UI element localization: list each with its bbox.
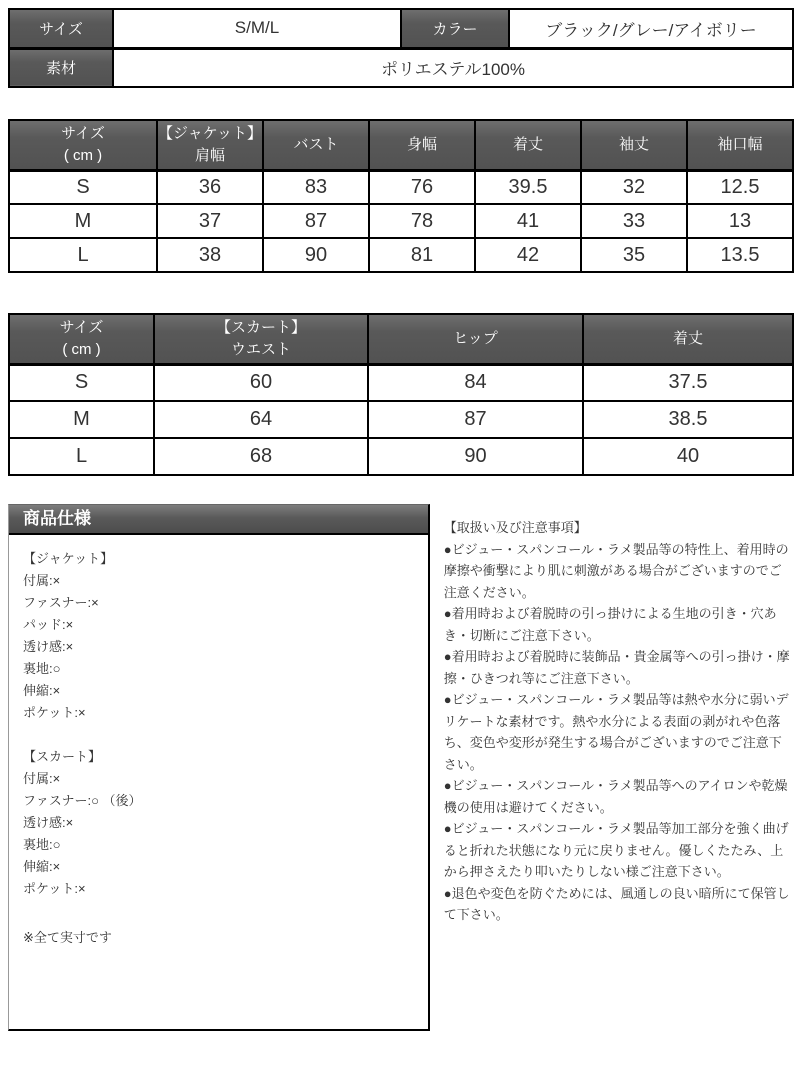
handling-note-item: ●ビジュー・スパンコール・ラメ製品等は熱や水分に弱いデリケートな素材です。熱や水分による表面の剥がれや色落ち、変色や変形が発生する場合がございますのでご注意下さい。 — [443, 692, 789, 772]
value-cell: 13 — [687, 204, 793, 238]
skirt-spec-title: 【スカート】 — [23, 749, 102, 764]
table-row — [9, 438, 793, 475]
bottom-section — [8, 504, 792, 1031]
product-spec-box — [8, 504, 430, 1031]
handling-note-item: ●ビジュー・スパンコール・ラメ製品等へのアイロンや乾燥機の使用は避けてください。 — [443, 778, 788, 815]
size-value-cell: S/M/L — [113, 9, 401, 48]
jacket-size-table — [8, 119, 794, 273]
value-cell: 84 — [368, 364, 583, 401]
value-cell: 13.5 — [687, 238, 793, 272]
handling-note-item: ●着用時および着脱時に装飾品・貴金属等への引っ掛け・摩擦・ひきつれ等にご注意下さい。 — [443, 649, 790, 686]
jacket-spec-group — [23, 548, 414, 724]
table-row — [9, 170, 793, 204]
color-value-cell: ブラック/グレー/アイボリー — [509, 9, 793, 48]
size-cm-header-cell — [9, 120, 157, 170]
value-cell: 38.5 — [583, 401, 793, 438]
spec-line: 裏地:○ — [23, 661, 61, 676]
spec-line: パッド:× — [23, 617, 74, 632]
table-row — [9, 48, 793, 87]
jacket-header-line1: 【ジャケット】 — [158, 124, 262, 142]
size-cell: S — [9, 364, 154, 401]
table-row — [9, 204, 793, 238]
table-row — [9, 238, 793, 272]
spec-line: ポケット:× — [23, 881, 86, 896]
value-cell: 37 — [157, 204, 263, 238]
handling-notes-title: 【取扱い及び注意事項】 — [443, 520, 587, 535]
size-header-line2: ( cm ) — [63, 146, 103, 164]
table-header-row — [9, 314, 793, 364]
value-cell: 12.5 — [687, 170, 793, 204]
length-header-cell: 着丈 — [475, 120, 581, 170]
size-cell: L — [9, 438, 154, 475]
table-row — [9, 364, 793, 401]
handling-notes — [444, 504, 792, 926]
shoulder-width-header-cell — [157, 120, 263, 170]
size-header-line1: サイズ — [61, 124, 105, 142]
size-cell: M — [9, 204, 157, 238]
value-cell: 90 — [263, 238, 369, 272]
value-cell: 81 — [369, 238, 475, 272]
table-row — [9, 401, 793, 438]
color-label-cell: カラー — [401, 9, 509, 48]
handling-note-item: ●ビジュー・スパンコール・ラメ製品等加工部分を強く曲げると折れた状態になり元に戻りません。優しくたたみ、上から押さえたり叩いたりしない様ご注意下さい。 — [443, 821, 789, 879]
value-cell: 35 — [581, 238, 687, 272]
jacket-spec-title: 【ジャケット】 — [23, 551, 114, 566]
length-header-cell: 着丈 — [583, 314, 793, 364]
spec-line: ファスナー:× — [23, 595, 99, 610]
spec-line: ポケット:× — [23, 705, 86, 720]
value-cell: 37.5 — [583, 364, 793, 401]
spec-header-bar — [9, 505, 428, 535]
skirt-size-table — [8, 313, 794, 476]
value-cell: 40 — [583, 438, 793, 475]
value-cell: 42 — [475, 238, 581, 272]
body-width-header-cell: 身幅 — [369, 120, 475, 170]
size-header-line1: サイズ — [59, 318, 104, 336]
sleeve-length-header-cell: 袖丈 — [581, 120, 687, 170]
value-cell: 33 — [581, 204, 687, 238]
spec-line: 裏地:○ — [23, 837, 61, 852]
spec-line: 付属:× — [23, 573, 61, 588]
product-info-table — [8, 8, 794, 88]
spec-line: 伸縮:× — [23, 683, 61, 698]
hip-header-cell: ヒップ — [368, 314, 583, 364]
spec-title: 商品仕様 — [23, 509, 91, 528]
table-row — [9, 9, 793, 48]
bust-header-cell: バスト — [263, 120, 369, 170]
size-cm-header-cell — [9, 314, 154, 364]
value-cell: 64 — [154, 401, 368, 438]
value-cell: 87 — [263, 204, 369, 238]
value-cell: 76 — [369, 170, 475, 204]
spec-line: 透け感:× — [23, 815, 74, 830]
value-cell: 32 — [581, 170, 687, 204]
skirt-header-line2: ウエスト — [230, 340, 291, 358]
jacket-header-line2: 肩幅 — [194, 146, 225, 164]
skirt-header-line1: 【スカート】 — [215, 318, 306, 336]
table-header-row — [9, 120, 793, 170]
size-cell: L — [9, 238, 157, 272]
value-cell: 38 — [157, 238, 263, 272]
size-header-line2: ( cm ) — [62, 340, 101, 358]
size-cell: M — [9, 401, 154, 438]
spec-line: ファスナー:○ （後） — [23, 793, 142, 808]
value-cell: 36 — [157, 170, 263, 204]
value-cell: 90 — [368, 438, 583, 475]
value-cell: 78 — [369, 204, 475, 238]
spec-line: 伸縮:× — [23, 859, 61, 874]
handling-note-item: ●着用時および着脱時の引っ掛けによる生地の引き・穴あき・切断にご注意下さい。 — [443, 606, 777, 643]
skirt-spec-group — [23, 746, 414, 900]
value-cell: 60 — [154, 364, 368, 401]
handling-note-item: ●退色や変色を防ぐためには、風通しの良い暗所にて保管して下さい。 — [443, 885, 790, 922]
handling-note-item: ●ビジュー・スパンコール・ラメ製品等の特性上、着用時の摩擦や衝撃により肌に刺激がある場合がございますのでご注意ください。 — [443, 541, 789, 600]
size-cell: S — [9, 170, 157, 204]
value-cell: 68 — [154, 438, 368, 475]
size-label-cell: サイズ — [9, 9, 113, 48]
spec-content — [9, 535, 428, 962]
waist-header-cell — [154, 314, 368, 364]
spec-line: 透け感:× — [23, 639, 74, 654]
actual-size-note: ※全て実寸です — [23, 930, 112, 945]
material-value-cell: ポリエステル100% — [113, 48, 793, 87]
cuff-width-header-cell: 袖口幅 — [687, 120, 793, 170]
value-cell: 41 — [475, 204, 581, 238]
material-label-cell: 素材 — [9, 48, 113, 87]
spec-line: 付属:× — [23, 771, 61, 786]
value-cell: 87 — [368, 401, 583, 438]
value-cell: 39.5 — [475, 170, 581, 204]
value-cell: 83 — [263, 170, 369, 204]
